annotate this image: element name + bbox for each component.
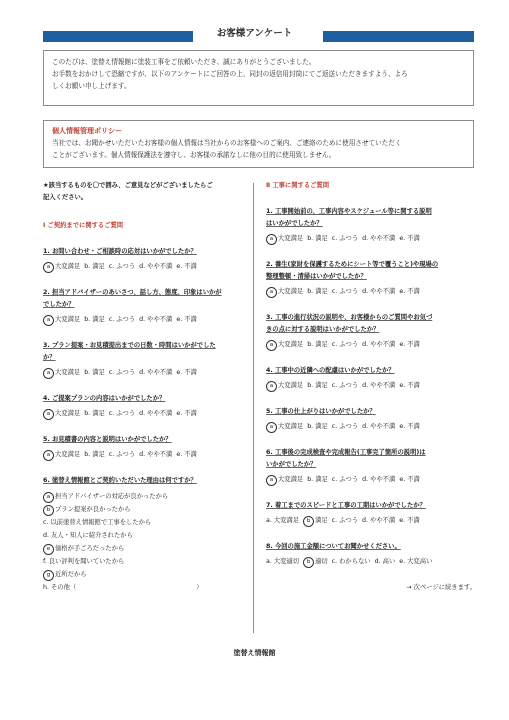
answer-option[interactable] <box>266 288 303 295</box>
answer-option-label: b. 満足 <box>84 410 105 417</box>
answer-option-label: e. 不満 <box>399 517 420 524</box>
answer-option-label: e. 不満 <box>176 369 197 376</box>
answer-option[interactable] <box>375 558 396 565</box>
question-title: 6. 塗替え情報館とご契約いただいた理由は何ですか？ <box>43 477 197 484</box>
question-text: 5. お見積書の内容と説明はいかがでしたか？ <box>43 436 172 443</box>
answer-option[interactable] <box>399 235 419 242</box>
answer-option-label: e. 大変高い <box>399 558 433 565</box>
question-text: いかがでしたか？ <box>266 461 317 468</box>
answer-option-label: d. やや不満 <box>139 316 173 323</box>
answer-option-label: d. やや不満 <box>362 382 396 389</box>
answer-option-label: d. やや不満 <box>362 476 396 483</box>
answer-option[interactable] <box>139 369 172 376</box>
circled-choice-mark: g <box>43 570 54 581</box>
answer-option-label: c. ふつう <box>331 382 359 389</box>
question-text: でしたか？ <box>43 301 75 308</box>
answer-option-label: b. 満足 <box>84 263 105 270</box>
answer-option[interactable] <box>139 410 172 417</box>
answer-options <box>266 339 476 351</box>
survey-question <box>43 246 248 273</box>
question-text: 4. ご提案プランの内容はいかがでしたか？ <box>43 395 166 402</box>
reason-option[interactable] <box>43 516 248 529</box>
answer-option[interactable] <box>84 316 105 323</box>
answer-option-label: 大変満足 <box>278 423 304 430</box>
circled-choice-mark: a <box>266 287 277 298</box>
instruction-note <box>43 180 248 204</box>
answer-option[interactable] <box>362 235 395 242</box>
answer-option-label: e. 不満 <box>176 451 197 458</box>
answer-option-label: c. ふつう <box>331 235 359 242</box>
answer-option[interactable] <box>332 476 358 483</box>
circled-choice-mark: a <box>43 368 54 379</box>
answer-option-label: 大変満足 <box>55 451 81 458</box>
answer-option[interactable] <box>332 341 358 348</box>
answer-options <box>266 421 476 433</box>
question-text: 1. 工事開始前の、工事内容やスケジュール等に関する説明 <box>266 208 432 215</box>
answer-option-label: c. ふつう <box>108 263 136 270</box>
answer-option[interactable] <box>266 423 303 430</box>
question-text: 6. 工事後の完成検査や完成報告(工事完了箇所の説明)は <box>266 449 426 456</box>
answer-option[interactable] <box>139 263 172 270</box>
answer-option-label: e. 不満 <box>399 288 420 295</box>
intro-line: しくお願い申し上げます。 <box>52 82 131 90</box>
answer-option-label: b. 満足 <box>84 316 105 323</box>
answer-option-label: 大変満足 <box>278 341 304 348</box>
survey-question <box>266 447 476 486</box>
answer-option[interactable] <box>176 451 196 458</box>
question-text: 5. 工事の仕上がりはいかがでしたか？ <box>266 408 376 415</box>
answer-option-label: c. ふつう <box>331 517 359 524</box>
answer-option-label: 適切 <box>315 558 328 565</box>
reason-option-label: 価格が手ごろだったから <box>55 545 125 552</box>
answer-options <box>43 314 248 326</box>
reason-option-label: h. その他（ <box>43 584 77 591</box>
answer-option-label: e. 不満 <box>176 410 197 417</box>
left-column <box>43 180 248 608</box>
answer-option[interactable] <box>109 369 135 376</box>
survey-question <box>266 259 476 298</box>
reason-option[interactable] <box>43 555 248 568</box>
answer-option-label: c. ふつう <box>331 288 359 295</box>
answer-option-label: 大変満足 <box>55 410 81 417</box>
answer-option[interactable] <box>176 316 196 323</box>
answer-option[interactable] <box>303 517 328 524</box>
answer-option[interactable] <box>399 382 419 389</box>
privacy-title: 個人情報管理ポリシー <box>52 127 122 135</box>
answer-option[interactable] <box>266 476 303 483</box>
answer-option-label: b. 満足 <box>84 451 105 458</box>
answer-option[interactable] <box>332 235 358 242</box>
answer-option[interactable] <box>399 341 419 348</box>
answer-option[interactable] <box>307 476 328 483</box>
answer-option-label: b. 満足 <box>307 288 328 295</box>
answer-option[interactable] <box>109 316 135 323</box>
answer-option-label: d. やや不満 <box>139 451 173 458</box>
answer-options <box>43 408 248 420</box>
answer-option-label: d. やや不満 <box>362 341 396 348</box>
reason-option[interactable] <box>43 529 248 542</box>
answer-option[interactable] <box>84 263 105 270</box>
answer-option[interactable] <box>332 423 358 430</box>
answer-option[interactable] <box>303 558 328 565</box>
answer-option-label: e. 不満 <box>176 263 197 270</box>
survey-question <box>43 340 248 379</box>
reason-option-label: d. 友人・知人に紹介されたから <box>43 532 133 539</box>
answer-option-label: b. 満足 <box>307 382 328 389</box>
answer-option[interactable] <box>43 316 80 323</box>
answer-option[interactable] <box>307 235 328 242</box>
section-heading-construction: Ⅱ 工事に関するご質問 <box>266 182 330 189</box>
answer-option-label: 大変満足 <box>55 316 81 323</box>
answer-option[interactable] <box>84 369 105 376</box>
answer-option-label: c. ふつう <box>108 316 136 323</box>
circled-choice-mark: a <box>266 234 277 245</box>
question-reason <box>43 475 248 594</box>
answer-option[interactable] <box>362 288 395 295</box>
answer-option[interactable] <box>84 451 105 458</box>
question-text: か？ <box>43 354 56 361</box>
answer-option[interactable] <box>307 382 328 389</box>
survey-question <box>266 541 476 568</box>
answer-option-label: b. 満足 <box>307 341 328 348</box>
answer-option-label: d. やや不満 <box>362 288 396 295</box>
answer-option-label: 大変満足 <box>278 288 304 295</box>
column-divider <box>253 183 254 633</box>
answer-option[interactable] <box>43 451 80 458</box>
reason-option[interactable] <box>43 503 248 516</box>
answer-options <box>266 474 476 486</box>
circled-choice-mark: a <box>266 381 277 392</box>
circled-choice-mark: a <box>43 492 54 503</box>
answer-options <box>266 515 476 527</box>
answer-option[interactable] <box>362 382 395 389</box>
answer-option-label: d. やや不満 <box>362 235 396 242</box>
survey-question <box>266 406 476 433</box>
answer-option[interactable] <box>266 517 299 524</box>
answer-options <box>266 233 476 245</box>
answer-option[interactable] <box>399 423 419 430</box>
privacy-line: 当社では、お聞かせいただいたお客様の個人情報は当社からのお客様へのご案内、ご連絡のために使用させていただく <box>52 139 402 147</box>
continue-note: → 次ページに続きます。 <box>406 584 476 591</box>
circled-choice-mark: a <box>266 422 277 433</box>
answer-option-label: 大変満足 <box>278 476 304 483</box>
answer-option-label: c. ふつう <box>108 410 136 417</box>
answer-option[interactable] <box>109 410 135 417</box>
answer-option-label: 大変満足 <box>278 235 304 242</box>
answer-option[interactable] <box>307 341 328 348</box>
answer-option[interactable] <box>139 316 172 323</box>
answer-option[interactable] <box>176 263 196 270</box>
answer-option[interactable] <box>139 451 172 458</box>
answer-option-label: d. やや不満 <box>139 410 173 417</box>
answer-option[interactable] <box>176 369 196 376</box>
question-text: 3. 工事の進行状況の説明や、お客様からのご質問やお気づ <box>266 314 433 321</box>
survey-question <box>43 434 248 461</box>
page-title: お客様アンケート <box>216 28 293 39</box>
answer-option[interactable] <box>399 288 419 295</box>
answer-option-label: c. ふつう <box>108 369 136 376</box>
survey-question <box>266 206 476 245</box>
answer-option-label: d. やや不満 <box>139 369 173 376</box>
survey-question <box>266 500 476 527</box>
circled-choice-mark: e <box>43 544 54 555</box>
section-heading-contract: Ⅰ ご契約までに関するご質問 <box>43 222 124 229</box>
answer-option-label: e. 不満 <box>399 423 420 430</box>
circled-choice-mark: a <box>43 409 54 420</box>
footer-company-name: 塗替え情報館 <box>233 649 276 657</box>
answer-option[interactable] <box>266 341 303 348</box>
right-column <box>266 180 476 594</box>
survey-question <box>43 393 248 420</box>
note-line: 記入ください。 <box>43 194 88 201</box>
answer-option[interactable] <box>307 288 328 295</box>
answer-option-label: e. 不満 <box>399 382 420 389</box>
question-text: 整理整頓・清掃はいかがでしたか？ <box>266 273 367 280</box>
circled-choice-mark: b <box>43 505 54 516</box>
reason-option[interactable] <box>43 490 248 503</box>
question-text: 1. お問い合わせ・ご相談時の応対はいかがでしたか？ <box>43 248 197 255</box>
intro-line: お手数をおかけして恐縮ですが、以下のアンケートにご回答の上、同封の返信用封筒にてご返送いただきますよう、よろ <box>52 70 408 78</box>
answer-options <box>266 380 476 392</box>
question-text: きの点に対する説明はいかがでしたか？ <box>266 326 380 333</box>
circled-choice-mark: a <box>266 340 277 351</box>
answer-option-label: b. 満足 <box>307 423 328 430</box>
circled-choice-mark: a <box>43 315 54 326</box>
answer-option[interactable] <box>109 451 135 458</box>
answer-option-label: b. 満足 <box>84 369 105 376</box>
answer-option-label: c. ふつう <box>331 341 359 348</box>
answer-option[interactable] <box>266 235 303 242</box>
circled-choice-mark: a <box>43 262 54 273</box>
answer-option[interactable] <box>307 423 328 430</box>
answer-option[interactable] <box>399 517 419 524</box>
answer-option-label: c. ふつう <box>331 423 359 430</box>
answer-option[interactable] <box>332 288 358 295</box>
question-text: はいかがでしたか？ <box>266 220 323 227</box>
answer-option[interactable] <box>399 558 432 565</box>
answer-option-label: 大変満足 <box>278 382 304 389</box>
reason-option-label: c. 以前塗替え情報館で工事をしたから <box>43 519 152 526</box>
answer-option-label: d. やや不満 <box>362 423 396 430</box>
answer-option-label: 大変満足 <box>55 369 81 376</box>
note-line: ★該当するものを〇で囲み、ご意見などがございましたらご <box>43 182 213 189</box>
intro-box <box>43 50 474 106</box>
intro-line: このたびは、塗替え情報館に塗装工事をご依頼いただき、誠にありがとうございました。 <box>52 58 316 66</box>
answer-option[interactable] <box>176 410 196 417</box>
reason-option-label: プラン提案が良かったから <box>55 506 131 513</box>
answer-option[interactable] <box>43 410 80 417</box>
question-text: 2. 養生(家財を保護するためにシート等で覆うこと)や現場の <box>266 261 439 268</box>
answer-option-label: d. やや不満 <box>362 517 396 524</box>
privacy-line: ことがございます。個人情報保護法を遵守し、お客様の承諾なしに他の目的に使用致しません。 <box>52 151 336 159</box>
answer-option-label: 大変満足 <box>55 263 81 270</box>
right-question-list <box>266 206 476 568</box>
answer-option-label: d. やや不満 <box>139 263 173 270</box>
reason-option[interactable] <box>43 568 248 581</box>
answer-option-label: e. 不満 <box>399 235 420 242</box>
answer-option-label: a. 大変適切 <box>266 558 300 565</box>
question-text: 8. 今回の施工金額についてお聞かせください。 <box>266 543 401 550</box>
answer-option-label: c. ふつう <box>108 451 136 458</box>
answer-option-label: c. わからない <box>331 558 371 565</box>
reason-option[interactable] <box>43 542 248 555</box>
answer-options <box>43 261 248 273</box>
survey-question <box>266 365 476 392</box>
survey-question <box>43 287 248 326</box>
reason-option-label: 近所だから <box>55 571 87 578</box>
answer-option-label: e. 不満 <box>399 341 420 348</box>
reason-options <box>43 490 248 594</box>
answer-option[interactable] <box>332 558 371 565</box>
answer-options <box>43 449 248 461</box>
reason-option-label: 担当アドバイザーの対応が良かったから <box>55 493 169 500</box>
other-close-paren: ） <box>196 584 203 591</box>
answer-options <box>43 367 248 379</box>
question-text: 3. プラン提案・お見積提出までの日数・時間はいかがでした <box>43 342 216 349</box>
circled-choice-mark: b <box>303 557 314 568</box>
answer-option-label: a. 大変満足 <box>266 517 300 524</box>
answer-option[interactable] <box>266 558 299 565</box>
reason-option[interactable] <box>43 581 248 594</box>
survey-question <box>266 312 476 351</box>
question-text: 7. 着工までのスピードと工事の工期はいかがでしたか？ <box>266 502 426 509</box>
answer-option[interactable] <box>43 263 80 270</box>
privacy-policy-box <box>43 120 474 168</box>
reason-option-label: f. 良い評判を聞いていたから <box>43 558 125 565</box>
left-question-list <box>43 246 248 461</box>
answer-option[interactable] <box>362 476 395 483</box>
answer-option-label: c. ふつう <box>331 476 359 483</box>
circled-choice-mark: a <box>43 450 54 461</box>
circled-choice-mark: b <box>303 516 314 527</box>
question-text: 4. 工事中の近隣への配慮はいかがでしたか？ <box>266 367 395 374</box>
answer-option[interactable] <box>84 410 105 417</box>
answer-option-label: 満足 <box>315 517 328 524</box>
answer-option[interactable] <box>362 341 395 348</box>
question-text: 2. 担当アドバイザーのあいさつ、話し方、態度、印象はいかが <box>43 289 222 296</box>
answer-option[interactable] <box>399 476 419 483</box>
answer-option-label: e. 不満 <box>176 316 197 323</box>
answer-option[interactable] <box>362 423 395 430</box>
answer-option[interactable] <box>109 263 135 270</box>
answer-option-label: b. 満足 <box>307 235 328 242</box>
answer-option[interactable] <box>332 517 358 524</box>
answer-option-label: d. 高い <box>374 558 396 565</box>
answer-option[interactable] <box>43 369 80 376</box>
answer-option[interactable] <box>332 382 358 389</box>
circled-choice-mark: a <box>266 475 277 486</box>
answer-options <box>266 556 476 568</box>
answer-option[interactable] <box>362 517 395 524</box>
answer-option-label: b. 満足 <box>307 476 328 483</box>
answer-options <box>266 286 476 298</box>
answer-option[interactable] <box>266 382 303 389</box>
answer-option-label: e. 不満 <box>399 476 420 483</box>
